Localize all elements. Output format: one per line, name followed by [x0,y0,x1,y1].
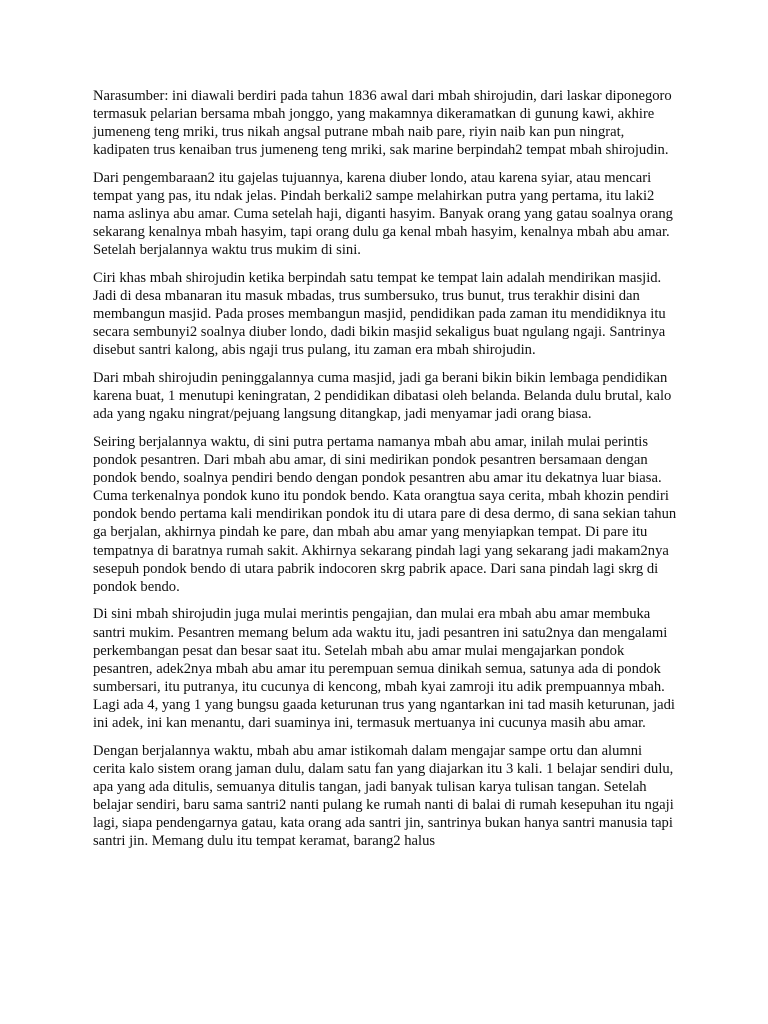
document-page [93,87,678,860]
paragraph-4: Dari mbah shirojudin peninggalannya cuma masjid, jadi ga berani bikin bikin lembaga pendidikan karena buat, 1 menutupi keningratan, 2 pendidikan dibatasi oleh belanda. Belanda dulu brutal, kalo ada yang ngaku ningrat/pejuang langsung ditangkap, jadi menyamar jadi orang biasa. [93,370,672,423]
paragraph-1: Narasumber: ini diawali berdiri pada tahun 1836 awal dari mbah shirojudin, dari laskar diponegoro termasuk pelarian bersama mbah jonggo, yang makamnya dikeramatkan di gunung kawi, akhire jumeneng teng mriki, trus nikah angsal putrane mbah naib pare, riyin naib kan pun ningrat, kadipaten trus kenaiban trus jumeneng teng mriki, sak marine berpindah2 tempat mbah shirojudin. [93,88,672,159]
paragraph-3: Ciri khas mbah shirojudin ketika berpindah satu tempat ke tempat lain adalah mendirikan masjid. Jadi di desa mbanaran itu masuk mbadas, trus sumbersuko, trus bunut, trus terakhir disini dan membangun masjid. Pada proses membangun masjid, pendidikan pada zaman itu mendidiknya itu secara sembunyi2 soalnya diuber londo, dadi bikin masjid sekaligus buat ngulang ngaji. Santrinya disebut santri kalong, abis ngaji trus pulang, itu zaman era mbah shirojudin. [93,270,666,359]
paragraph-5: Seiring berjalannya waktu, di sini putra pertama namanya mbah abu amar, inilah mulai perintis pondok pesantren. Dari mbah abu amar, di sini medirikan pondok pesantren bersamaan dengan pondok bendo, soalnya pendiri bendo dengan pondok pesantren abu amar itu dekatnya luar biasa. Cuma terkenalnya pondok kuno itu pondok bendo. Kata orangtua saya cerita, mbah khozin pendiri pondok bendo pertama kali mendirikan pondok itu di utara pare di desa dermo, di sana sekian tahun ga berjalan, akhirnya pindah ke pare, dan mbah abu amar yang menyiapkan tempat. Di pare itu tempatnya di baratnya rumah sakit. Akhirnya sekarang pindah lagi yang sekarang jadi makam2nya sesepuh pondok bendo di utara pabrik indocoren skrg pabrik apace. Dari sana pindah lagi skrg di pondok bendo. [93,433,677,595]
paragraph-2: Dari pengembaraan2 itu gajelas tujuannya, karena diuber londo, atau karena syiar, atau mencari tempat yang pas, itu ndak jelas. Pindah berkali2 sampe melahirkan putra yang pertama, itu laki2 nama aslinya abu amar. Cuma setelah haji, diganti hasyim. Banyak orang yang gatau soalnya orang sekarang kenalnya mbah hasyim, tapi orang dulu ga kenal mbah hasyim, kenalnya mbah abu amar. Setelah berjalannya waktu trus mukim di sini. [93,169,673,259]
paragraph-7: Dengan berjalannya waktu, mbah abu amar istikomah dalam mengajar sampe ortu dan alumni cerita kalo sistem orang jaman dulu, dalam satu fan yang diajarkan itu 3 kali. 1 belajar sendiri dulu, apa yang ada ditulis, semuanya ditulis tangan, jadi banyak tulisan karya tulisan tangan. Setelah belajar sendiri, baru sama santri2 nanti pulang ke rumah nanti di balai di rumah kesepuhan itu ngaji lagi, siapa pendengarnya gatau, kata orang ada santri jin, santrinya bukan hanya santri manusia tapi santri jin. Memang dulu itu tempat keramat, barang2 halus [93,742,674,850]
paragraph-6: Di sini mbah shirojudin juga mulai merintis pengajian, dan mulai era mbah abu amar membuka santri mukim. Pesantren memang belum ada waktu itu, jadi pesantren ini satu2nya dan mengalami perkembangan pesat dan besar saat itu. Setelah mbah abu amar mulai mengajarkan pondok pesantren, adek2nya mbah abu amar itu perempuan semua dinikah semua, satunya ada di pondok sumbersari, itu putranya, itu cucunya di kencong, mbah kyai zamroji itu adik prempuannya mbah. Lagi ada 4, yang 1 yang bungsu gaada keturunan trus yang ngantarkan ini tad masih keturunan, jadi ini adek, ini kan menantu, dari suaminya ini, termasuk mertuanya ini cucunya masih abu amar. [93,606,675,731]
